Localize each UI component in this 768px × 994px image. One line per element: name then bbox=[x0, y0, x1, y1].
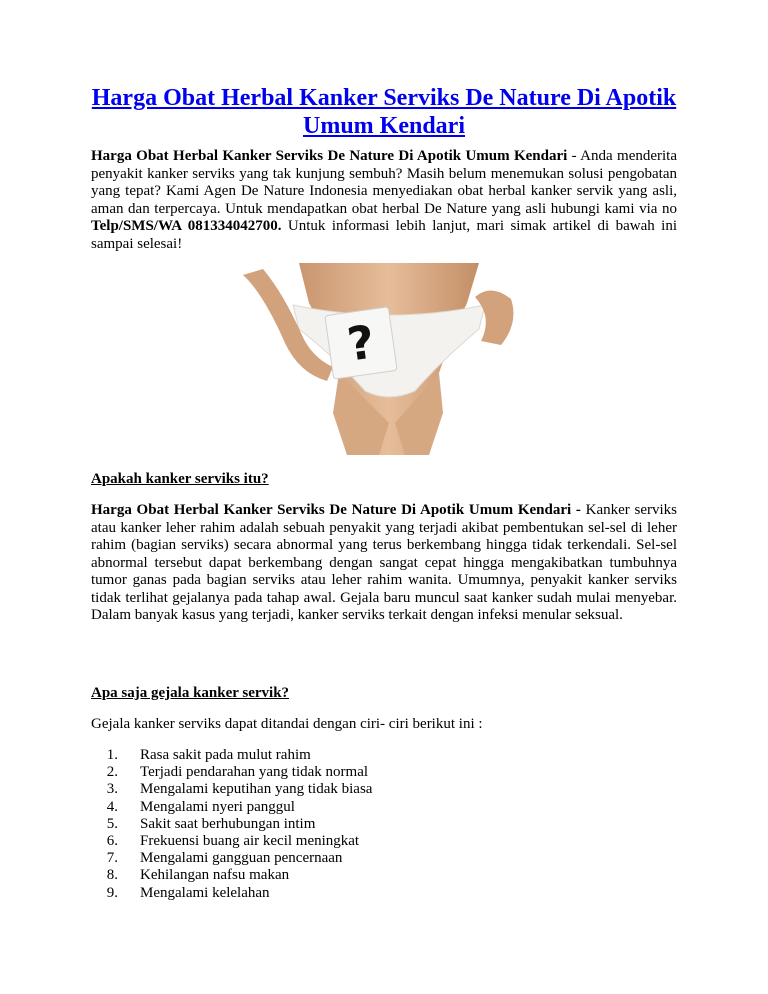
list-item-number: 9. bbox=[106, 884, 118, 901]
list-item-number: 8. bbox=[106, 867, 118, 884]
list-item-number: 7. bbox=[106, 850, 118, 867]
list-item-text: Rasa sakit pada mulut rahim bbox=[140, 747, 311, 763]
section1-bold-lead: Harga Obat Herbal Kanker Serviks De Nature Di Apotik Umum Kendari - bbox=[91, 502, 581, 518]
list-item bbox=[91, 747, 372, 764]
list-item bbox=[91, 850, 372, 867]
list-item bbox=[91, 764, 372, 781]
section1-text: Kanker serviks atau kanker leher rahim adalah sebuah penyakit yang terjadi akibat pembentukan sel-sel di leher rahim (bagian serviks) secara abnormal yang terus berkembang hingga tidak terkendali. Sel-sel abnormal tersebut dapat berkembang dengan sangat cepat hingga mengakibatkan tumbuhnya tumor ganas pada bagian serviks atau leher rahim wanita. Umumnya, penyakit kanker serviks tidak terlihat gejalanya pada tahap awal. Gejala baru muncul saat kanker sudah mulai menyebar. Dalam banyak kasus yang terjadi, kanker serviks terkait dengan infeksi menular seksual. bbox=[91, 502, 678, 623]
article-photo bbox=[229, 263, 542, 455]
list-item-text: Sakit saat berhubungan intim bbox=[140, 815, 316, 832]
list-item bbox=[91, 833, 372, 850]
intro-text-1: - Anda menderita penyakit kanker serviks yang tak kunjung sembuh? Masih belum menemukan solusi pengobatan yang tepat? Kami Agen De Nature Indonesia menyediakan obat herbal kanker servik yang asli, aman dan terpercaya. Untuk mendapatkan obat herbal De Nature yang asli hubungi kami via no bbox=[91, 148, 677, 217]
list-item bbox=[91, 885, 372, 902]
list-item-number: 5. bbox=[106, 815, 118, 832]
symptoms-list bbox=[91, 747, 372, 902]
question-mark-icon: ? bbox=[344, 314, 378, 372]
list-item-text: Mengalami nyeri panggul bbox=[140, 798, 295, 815]
list-item-number: 4. bbox=[106, 798, 118, 815]
page-title bbox=[91, 84, 677, 140]
intro-paragraph bbox=[91, 148, 677, 253]
section1-paragraph bbox=[91, 502, 677, 625]
list-item-text: Kehilangan nafsu makan bbox=[140, 867, 290, 884]
contact-number: Telp/SMS/WA 081334042700. bbox=[91, 218, 282, 234]
list-item-text: Terjadi pendarahan yang tidak normal bbox=[140, 764, 369, 781]
list-item bbox=[91, 799, 372, 816]
question-sign-illustration bbox=[229, 263, 542, 455]
list-item bbox=[91, 781, 372, 798]
section1-heading: Apakah kanker serviks itu? bbox=[91, 471, 269, 487]
list-item-number: 2. bbox=[106, 764, 118, 781]
list-item bbox=[91, 867, 372, 884]
list-item-number: 3. bbox=[106, 781, 118, 798]
list-item-text: Mengalami gangguan pencernaan bbox=[140, 850, 343, 867]
intro-text-2: Untuk informasi lebih lanjut, mari simak artikel di bawah ini sampai selesai! bbox=[91, 218, 677, 252]
list-item-number: 6. bbox=[106, 833, 118, 850]
section2-heading: Apa saja gejala kanker servik? bbox=[91, 685, 290, 701]
intro-bold-lead: Harga Obat Herbal Kanker Serviks De Nature Di Apotik Umum Kendari bbox=[91, 148, 568, 164]
list-item-text: Mengalami keputihan yang tidak biasa bbox=[140, 781, 373, 798]
list-item bbox=[91, 816, 372, 833]
title-link[interactable]: Harga Obat Herbal Kanker Serviks De Nature Di Apotik Umum Kendari bbox=[91, 85, 677, 139]
list-item-number: 1. bbox=[106, 747, 118, 763]
list-item-text: Mengalami kelelahan bbox=[140, 884, 270, 901]
section2-lead: Gejala kanker serviks dapat ditandai dengan ciri- ciri berikut ini : bbox=[91, 716, 483, 732]
list-item-text: Frekuensi buang air kecil meningkat bbox=[140, 833, 360, 850]
